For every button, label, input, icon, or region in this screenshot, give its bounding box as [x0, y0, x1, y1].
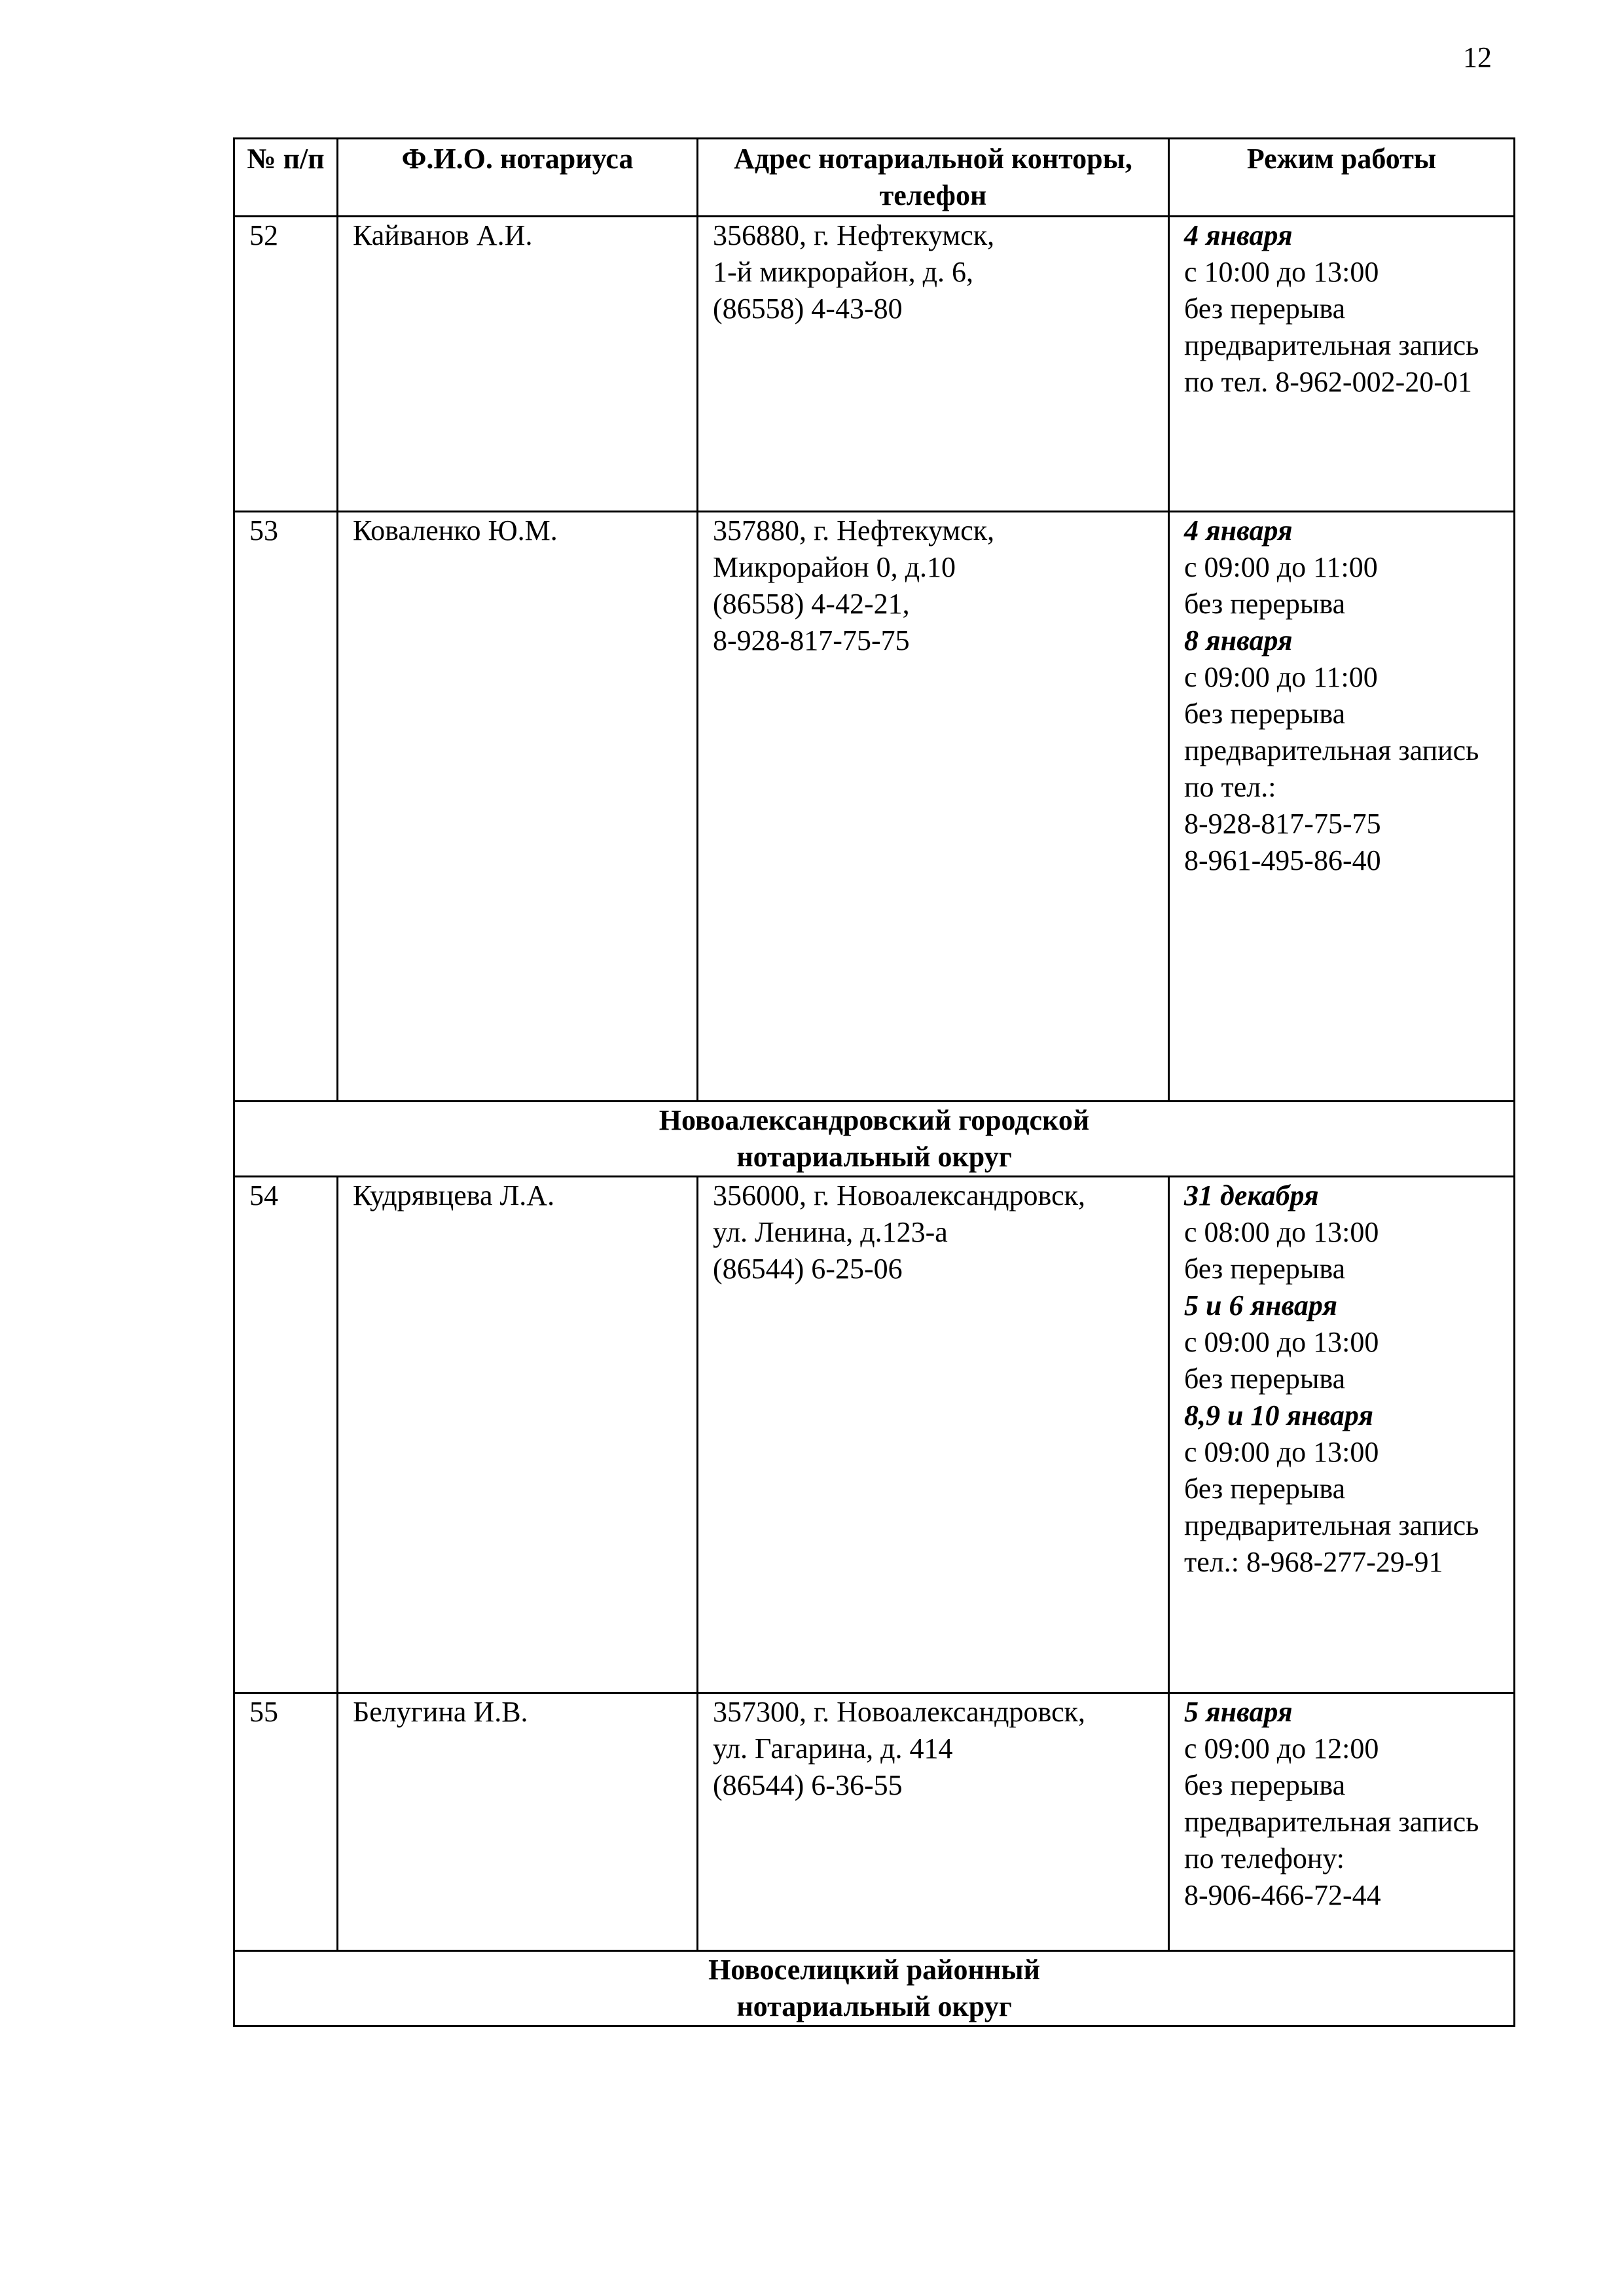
address-line: ул. Гагарина, д. 414: [713, 1732, 953, 1765]
office-address: [698, 1177, 1169, 1693]
schedule-line: с 09:00 до 13:00: [1184, 1326, 1379, 1358]
district-title-line: Новоалександровский городской: [659, 1104, 1090, 1136]
address-line: 357880, г. Нефтекумск,: [713, 514, 995, 547]
column-header-schedule: Режим работы: [1169, 139, 1515, 217]
schedule-line: предварительная запись: [1184, 734, 1479, 766]
column-header-address: Адрес нотариальной конторы, телефон: [698, 139, 1169, 217]
address-line: (86558) 4-42-21,: [713, 588, 910, 620]
notary-schedule-table: [233, 137, 1515, 2027]
schedule-line: с 09:00 до 13:00: [1184, 1436, 1379, 1468]
notary-row: [234, 217, 1515, 512]
notary-row: [234, 512, 1515, 1102]
schedule-line: с 09:00 до 11:00: [1184, 551, 1378, 583]
schedule-line: предварительная запись: [1184, 329, 1479, 361]
schedule-date: 4 января: [1184, 219, 1293, 251]
table-header-row: [234, 139, 1515, 217]
district-title-line: Новоселицкий районный: [708, 1954, 1040, 1986]
district-header-row: [234, 1102, 1515, 1177]
row-number: 52: [234, 217, 338, 512]
district-title: [234, 1102, 1515, 1177]
office-address: [698, 512, 1169, 1102]
address-line: 1-й микрорайон, д. 6,: [713, 256, 973, 288]
schedule-line: предварительная запись: [1184, 1509, 1479, 1541]
district-title-line: нотариальный округ: [736, 1990, 1012, 2022]
address-line: (86544) 6-25-06: [713, 1253, 903, 1285]
notary-row: [234, 1177, 1515, 1693]
office-address: [698, 217, 1169, 512]
work-schedule: [1169, 1693, 1515, 1951]
address-line: 356880, г. Нефтекумск,: [713, 219, 995, 251]
schedule-date: 8,9 и 10 января: [1184, 1399, 1374, 1431]
schedule-line: 8-928-817-75-75: [1184, 808, 1381, 840]
schedule-line: с 08:00 до 13:00: [1184, 1216, 1379, 1248]
schedule-date: 5 января: [1184, 1696, 1293, 1728]
row-number: 55: [234, 1693, 338, 1951]
office-address: [698, 1693, 1169, 1951]
schedule-line: по тел.:: [1184, 771, 1276, 803]
address-line: (86544) 6-36-55: [713, 1769, 903, 1801]
schedule-line: предварительная запись: [1184, 1806, 1479, 1838]
schedule-line: без перерыва: [1184, 698, 1346, 730]
work-schedule: [1169, 1177, 1515, 1693]
schedule-line: 8-906-466-72-44: [1184, 1879, 1381, 1911]
schedule-date: 5 и 6 января: [1184, 1289, 1338, 1321]
table-body: [234, 217, 1515, 2026]
district-title-line: нотариальный округ: [736, 1141, 1012, 1173]
schedule-date: 31 декабря: [1184, 1179, 1319, 1211]
district-title: [234, 1951, 1515, 2026]
schedule-line: без перерыва: [1184, 1253, 1346, 1285]
schedule-line: по тел. 8-962-002-20-01: [1184, 366, 1472, 398]
address-line: Микрорайон 0, д.10: [713, 551, 956, 583]
address-line: ул. Ленина, д.123-а: [713, 1216, 948, 1248]
schedule-line: с 09:00 до 12:00: [1184, 1732, 1379, 1765]
notary-name: Кудрявцева Л.А.: [338, 1177, 698, 1693]
schedule-date: 4 января: [1184, 514, 1293, 547]
address-line: 356000, г. Новоалександровск,: [713, 1179, 1085, 1211]
schedule-line: с 09:00 до 11:00: [1184, 661, 1378, 693]
schedule-line: тел.: 8-968-277-29-91: [1184, 1546, 1443, 1578]
district-header-row: [234, 1951, 1515, 2026]
address-line: (86558) 4-43-80: [713, 293, 903, 325]
schedule-line: по телефону:: [1184, 1842, 1345, 1874]
column-header-number: № п/п: [234, 139, 338, 217]
notary-row: [234, 1693, 1515, 1951]
schedule-line: без перерыва: [1184, 1473, 1346, 1505]
address-line: 357300, г. Новоалександровск,: [713, 1696, 1085, 1728]
schedule-line: 8-961-495-86-40: [1184, 844, 1381, 876]
notary-name: Коваленко Ю.М.: [338, 512, 698, 1102]
work-schedule: [1169, 512, 1515, 1102]
schedule-line: с 10:00 до 13:00: [1184, 256, 1379, 288]
schedule-line: без перерыва: [1184, 1769, 1346, 1801]
column-header-name: Ф.И.О. нотариуса: [338, 139, 698, 217]
schedule-date: 8 января: [1184, 624, 1293, 656]
schedule-line: без перерыва: [1184, 293, 1346, 325]
schedule-line: без перерыва: [1184, 588, 1346, 620]
notary-name: Белугина И.В.: [338, 1693, 698, 1951]
notary-name: Кайванов А.И.: [338, 217, 698, 512]
row-number: 54: [234, 1177, 338, 1693]
page-number: 12: [1463, 41, 1492, 73]
schedule-line: без перерыва: [1184, 1363, 1346, 1395]
row-number: 53: [234, 512, 338, 1102]
work-schedule: [1169, 217, 1515, 512]
address-line: 8-928-817-75-75: [713, 624, 910, 656]
